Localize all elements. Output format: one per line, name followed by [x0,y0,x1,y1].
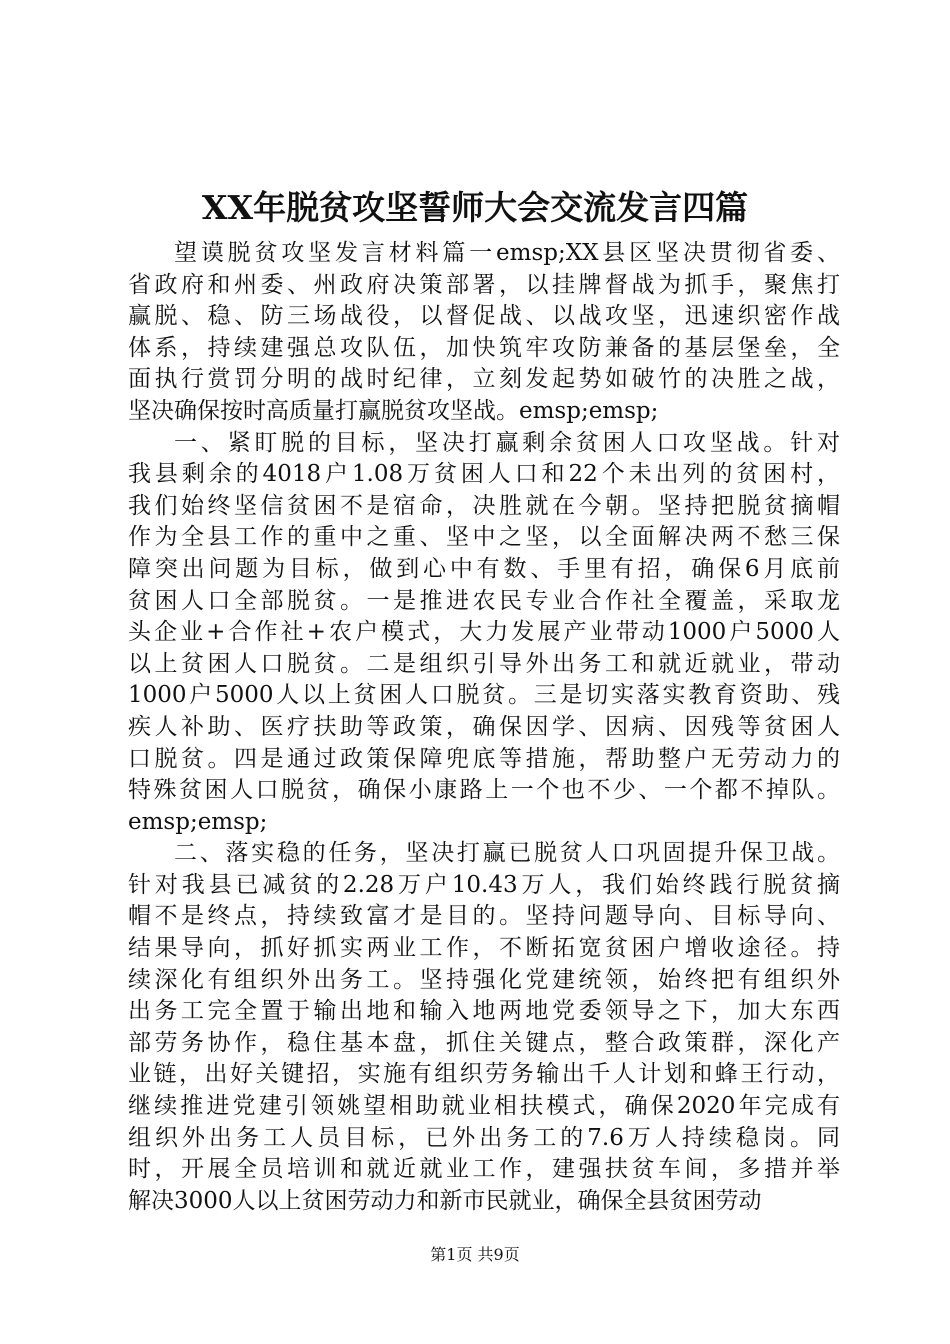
text-line: 我县剩余的4018户1.08万贫困人口和22个未出列的贫困村， [128,461,840,488]
text-line: 头企业+合作社+农户模式，大力发展产业带动1000户5000人 [128,619,840,646]
text-line: 坚决确保按时高质量打赢脱贫攻坚战。emsp;emsp; [128,397,659,424]
text-line: 面执行赏罚分明的战时纪律，立刻发起势如破竹的决胜之战， [128,366,840,393]
text-line: 以上贫困人口脱贫。二是组织引导外出务工和就近就业，带动 [128,650,840,677]
document-body [128,238,840,1217]
text-line: 续深化有组织外出务工。坚持强化党建统领，始终把有组织外 [128,966,840,993]
text-line: 作为全县工作的重中之重、坚中之坚，以全面解决两不愁三保 [128,524,840,551]
text-line: 针对我县已减贫的2.28万户10.43万人，我们始终践行脱贫摘 [128,871,840,898]
text-line: emsp;emsp; [128,808,268,835]
paragraph [128,428,840,839]
text-line: 1000户5000人以上贫困人口脱贫。三是切实落实教育资助、残 [128,682,840,709]
text-line: 一、紧盯脱的目标，坚决打赢剩余贫困人口攻坚战。针对 [174,429,840,456]
text-line: 帽不是终点，持续致富才是目的。坚持问题导向、目标导向、 [128,903,840,930]
text-line: 出务工完全置于输出地和输入地两地党委领导之下，加大东西 [128,998,840,1025]
text-line: 贫困人口全部脱贫。一是推进农民专业合作社全覆盖，采取龙 [128,587,840,614]
text-line: 障突出问题为目标，做到心中有数、手里有招，确保6月底前 [128,555,840,582]
text-line: 二、落实稳的任务，坚决打赢已脱贫人口巩固提升保卫战。 [174,840,840,867]
text-line: 疾人补助、医疗扶助等政策，确保因学、因病、因残等贫困人 [128,713,840,740]
text-line: 部劳务协作，稳住基本盘，抓住关键点，整合政策群，深化产 [128,1029,840,1056]
paragraph [128,838,840,1217]
text-line: 赢脱、稳、防三场战役，以督促战、以战攻坚，迅速织密作战 [128,303,840,330]
document-title: XX年脱贫攻坚誓师大会交流发言四篇 [201,188,749,227]
text-line: 我们始终坚信贫困不是宿命，决胜就在今朝。坚持把脱贫摘帽 [128,492,840,519]
paragraph [128,238,840,428]
text-line: 特殊贫困人口脱贫，确保小康路上一个也不少、一个都不掉队。 [128,777,840,804]
text-line: 口脱贫。四是通过政策保障兜底等措施，帮助整户无劳动力的 [128,745,840,772]
text-line: 望谟脱贫攻坚发言材料篇一emsp;XX县区坚决贯彻省委、 [174,240,840,266]
text-line: 体系，持续建强总攻队伍，加快筑牢攻防兼备的基层堡垒，全 [128,334,840,361]
text-line: 省政府和州委、州政府决策部署，以挂牌督战为抓手，聚焦打 [128,271,840,298]
text-line: 时，开展全员培训和就近就业工作，建强扶贫车间，多措并举 [128,1156,840,1183]
text-line: 解决3000人以上贫困劳动力和新市民就业，确保全县贫困劳动 [128,1187,762,1214]
text-line: 继续推进党建引领姚望相助就业相扶模式，确保2020年完成有 [128,1093,840,1120]
text-line: 结果导向，抓好抓实两业工作，不断拓宽贫困户增收途径。持 [128,935,840,962]
text-line: 业链，出好关键招，实施有组织劳务输出千人计划和蜂王行动， [128,1061,840,1088]
page-footer: 第1页 共9页 [430,1245,520,1264]
text-line: 组织外出务工人员目标，已外出务工的7.6万人持续稳岗。同 [128,1124,840,1151]
